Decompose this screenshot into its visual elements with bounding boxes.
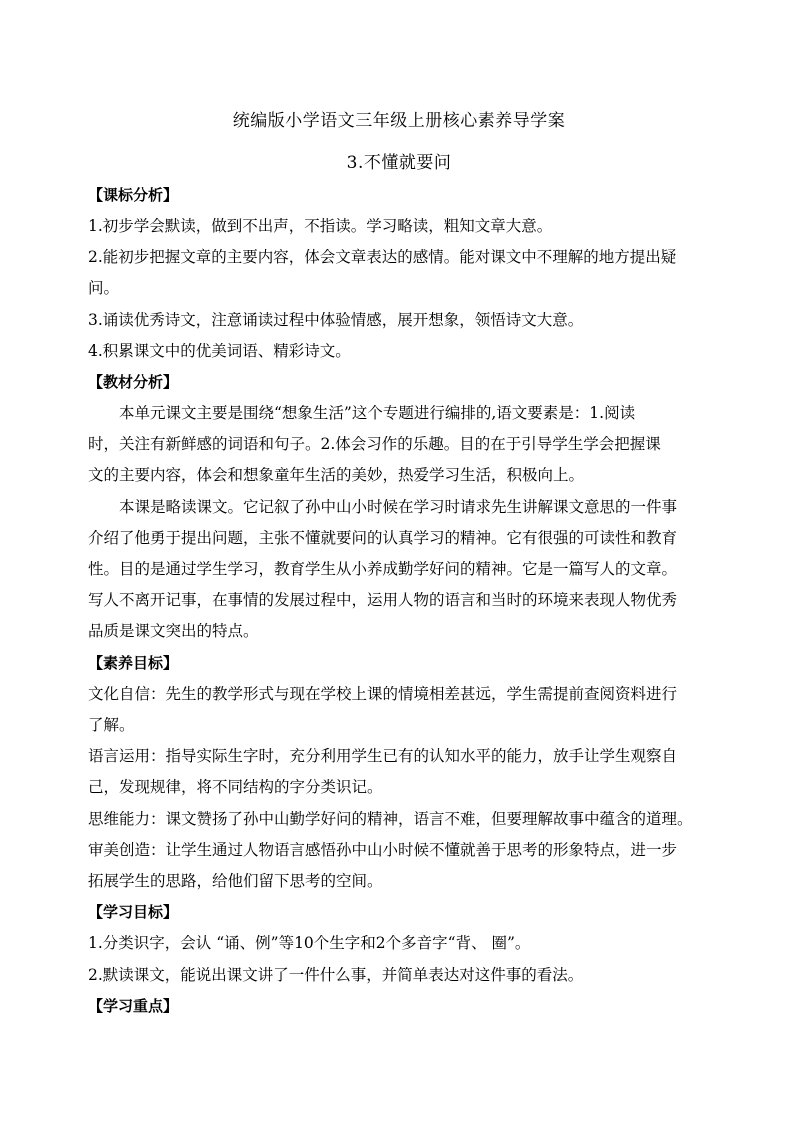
- textbook-line: 本单元课文主要是围绕“想象生活”这个专题进行编排的,语文要素是：1.阅读: [119, 404, 636, 422]
- section-heading-key-points: 【学习重点】: [88, 997, 179, 1015]
- literacy-line: 思维能力：课文赞扬了孙中山勤学好问的精神，语言不难，但要理解故事中蕴含的道理。: [88, 810, 693, 828]
- goals-line: 1.分类识字，会认 “诵、例”等10个生字和2个多音字“背、 圈”。: [88, 934, 531, 952]
- section-heading-textbook: 【教材分析】: [88, 373, 179, 391]
- literacy-line: 语言运用：指导实际生字时，充分利用学生已有的认知水平的能力，放手让学生观察自: [88, 747, 678, 765]
- literacy-line: 己，发现规律，将不同结构的字分类识记。: [88, 778, 383, 796]
- literacy-line: 审美创造：让学生通过人物语言感悟孙中山小时候不懂就善于思考的形象特点，进一步: [88, 841, 678, 859]
- lesson-title: 3.不懂就要问: [346, 153, 452, 173]
- goals-line: 2.默读课文，能说出课文讲了一件什么事，并简单表达对这件事的看法。: [88, 966, 584, 984]
- section-heading-literacy: 【素养目标】: [88, 654, 179, 672]
- textbook-line: 写人不离开记事，在事情的发展过程中，运用人物的语言和当时的环境来表现人物优秀: [88, 591, 678, 609]
- textbook-line: 介绍了他勇于提出问题，主张不懂就要问的认真学习的精神。它有很强的可读性和教育: [88, 529, 678, 547]
- literacy-line: 了解。: [88, 716, 135, 734]
- textbook-line: 性。目的是通过学生学习，教育学生从小养成勤学好问的精神。它是一篇写人的文章。: [88, 560, 678, 578]
- literacy-line: 文化自信：先生的教学形式与现在学校上课的情境相差甚远，学生需提前查阅资料进行: [88, 685, 678, 703]
- literacy-line: 拓展学生的思路，给他们留下思考的空间。: [88, 872, 383, 890]
- textbook-line: 品质是课文突出的特点。: [88, 622, 259, 640]
- document-title: 统编版小学语文三年级上册核心素养导学案: [232, 111, 566, 131]
- textbook-line: 文的主要内容，体会和想象童年生活的美妙，热爱学习生活，积极向上。: [88, 466, 585, 484]
- standards-line: 2.能初步把握文章的主要内容，体会文章表达的感情。能对课文中不理解的地方提出疑: [88, 248, 677, 266]
- standards-line: 问。: [88, 279, 120, 297]
- standards-line: 1.初步学会默读，做到不出声，不指读。学习略读，粗知文章大意。: [88, 217, 553, 235]
- standards-line: 4.积累课文中的优美词语、精彩诗文。: [88, 342, 351, 360]
- standards-line: 3.诵读优秀诗文，注意诵读过程中体验情感，展开想象，领悟诗文大意。: [88, 311, 584, 329]
- section-heading-standards: 【课标分析】: [88, 186, 179, 204]
- textbook-line: 本课是略读课文。它记叙了孙中山小时候在学习时请求先生讲解课文意思的一件事: [119, 498, 678, 516]
- section-heading-goals: 【学习目标】: [88, 903, 179, 921]
- textbook-line: 时，关注有新鲜感的词语和句子。2.体会习作的乐趣。目的在于引导学生学会把握课: [88, 435, 661, 453]
